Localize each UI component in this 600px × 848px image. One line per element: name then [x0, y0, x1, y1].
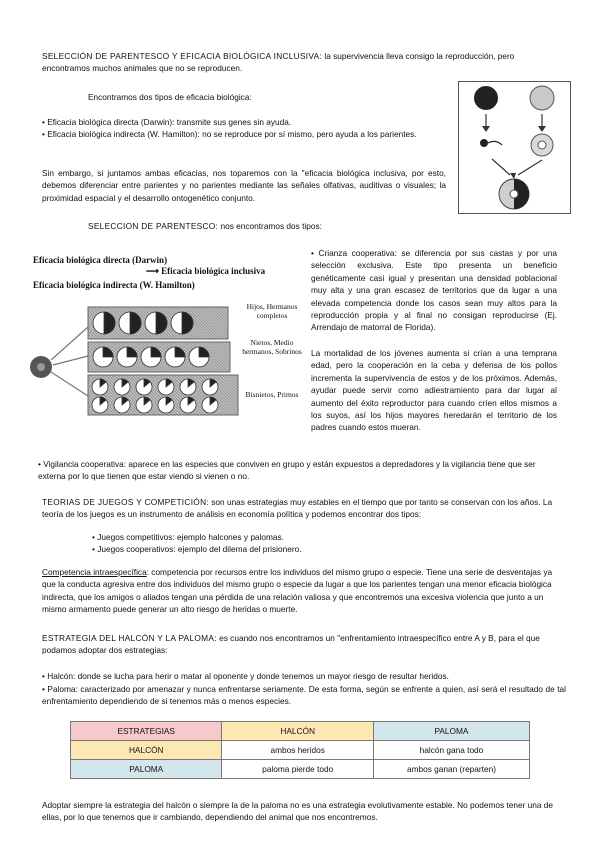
table-header-cell: HALCÓN [222, 722, 373, 741]
mortalidad-paragraph: La mortalidad de los jóvenes aumenta si crían a una temprana edad, pero la cooperación en la ceba y defensa de los pollos incrementa la supervivencia de estos y de los próximos. Además, ayudar puede servir como adiestramiento para dar lugar al aumento del éxito reproductor para cuando críen ellos mismos a los suyos, así los hijos mayores heredarán el territorio de los padres cuando estos mueran. [311, 348, 557, 433]
table-row-header: HALCÓN [71, 741, 222, 760]
game-theory-paragraph [42, 496, 562, 521]
table-row [71, 741, 530, 760]
section-text: la supervivencia lleva consigo la reproducción, pero encontramos muchos animales que no se reproducen. [42, 51, 515, 74]
row3-label: Bisnietos, Primos [245, 390, 299, 399]
label-indirect-fitness: Eficacia biológica indirecta (W. Hamilton) [33, 280, 195, 290]
table-header-cell: ESTRATEGIAS [71, 722, 222, 741]
section-text: nos encontramos dos tipos: [218, 221, 322, 231]
table-row [71, 760, 530, 779]
inclusive-paragraph: Sin embargo, si juntamos ambas eficacias, nos toparemos con la "eficacia biológica inclusiva, por esto, debemos diferenciar entre parientes y no parientes mediante las señales olfativas, auditivas o visuales; la proximidad espacial y el desarrollo ontogenético conjunto. [42, 168, 446, 203]
section-text: es cuando nos encontramos un "enfrentamiento intraespecífico entre A y B, para el que podamos adoptar dos estrategias: [42, 633, 540, 656]
section-heading-halcon-paloma: ESTRATEGIA DEL HALCÓN Y LA PALOMA: [42, 633, 217, 643]
bullet-indirect: • Eficacia biológica indirecta (W. Hamilton): no se reproduce por sí mismo, pero ayuda a los parientes. [42, 129, 417, 139]
label-inclusive-fitness [146, 266, 265, 277]
table-cell: paloma pierde todo [222, 760, 373, 779]
section-heading-parentesco: SELECCION DE PARENTESCO: [88, 221, 219, 231]
types-intro: Encontramos dos tipos de eficacia biológica: [88, 92, 252, 102]
label-inclusive-text: Eficacia biológica inclusiva [161, 266, 266, 276]
table-header-cell: PALOMA [373, 722, 529, 741]
hawk-dove-paragraph [42, 632, 562, 657]
conclusion-paragraph: Adoptar siempre la estrategia del halcón o siempre la de la paloma no es una estrategia evolutivamente estable. No podemos tener una de ellas, por lo que tenemos que ir cambiando, dependiendo del animal que nos encontremos. [42, 800, 554, 823]
row2-label: Nietos, Medio hermanos, Sobrinos [242, 338, 302, 356]
table-row [71, 722, 530, 741]
bullet-cooperative: • Juegos cooperativos: ejemplo del dilema del prisionero. [92, 544, 302, 554]
competencia-paragraph [42, 566, 562, 616]
crianza-cooperativa: • Crianza cooperativa: se diferencia por sus castas y por una selección exclusiva. Este tipo presenta un beneficio genéticamente casi igual y presentan una densidad poblacional muy alta y una gran escasez de territorios que da lugar a una elevada competencia donde los casos sean muy altos para la reproducción propia y al final no consigan reproducirse (Ej. Arrendajo de matorral de Florida). [311, 248, 557, 333]
section-heading-juegos: TEORIAS DE JUEGOS Y COMPETICIÓN: [42, 497, 209, 507]
vigilancia-cooperativa: • Vigilancia cooperativa: aparece en las especies que conviven en grupo y están expuestos a depredadores y la vigilancia tiene que ser externa por lo que tienen que estar viendo si vienen o no. [38, 459, 536, 482]
table-row-header: PALOMA [71, 760, 222, 779]
row1-label: Hijos, Hermanos completos [246, 302, 298, 320]
table-cell: ambos heridos [222, 741, 373, 760]
intro-paragraph [42, 50, 562, 75]
kin-diagram [28, 292, 243, 417]
bullet-halcon: • Halcón: donde se lucha para herir o matar al oponente y donde tenemos un mayor riesgo de resultar heridos. [42, 671, 449, 681]
kin-selection-line [88, 220, 322, 232]
section-text: son unas estrategias muy estables en el tiempo que por tanto se conservan con los años. La teoría de los juegos es un instrumento de análisis en economía política y podemos encontrar dos tipos: [42, 497, 553, 520]
strategy-table [70, 721, 530, 779]
table-cell: ambos ganan (reparten) [373, 760, 529, 779]
bullet-paloma: • Paloma: caracterizado por amenazar y nunca enfrentarse seriamente. De esta forma, según se enfrente a quien, así será el resultado de tal enfrentamiento dependiendo de si tenemos más o menos especies. [42, 684, 566, 707]
competencia-text: : competencia por recursos entre los individuos del mismo grupo o especie. Tiene una serie de desventajas ya que la conducta agresiva entre dos individuos del mismo grupo o especie da lugar a que los parientes tengan una menor eficacia biológica indirecta, que los amigos o aliados tengan una pérdida de una relación valiosa y que encontremos una excesiva violencia que junto a un mismo armamento puede generar un alto riesgo de heridas o muerte. [42, 567, 553, 615]
table-cell: halcón gana todo [373, 741, 529, 760]
gamete-fusion-illustration [458, 81, 571, 214]
term-competencia: Competencia intraespecífica [42, 567, 147, 577]
bullet-direct: • Eficacia biológica directa (Darwin): transmite sus genes sin ayuda. [42, 117, 292, 127]
bullet-competitive: • Juegos competitivos: ejemplo halcones y palomas. [92, 532, 284, 542]
section-heading-seleccion: SELECCIÓN DE PARENTESCO Y EFICACIA BIOLÓGICA INCLUSIVA: [42, 51, 323, 61]
arrow-right-icon: ⟶ [146, 266, 162, 276]
label-direct-fitness: Eficacia biológica directa (Darwin) [33, 255, 168, 265]
